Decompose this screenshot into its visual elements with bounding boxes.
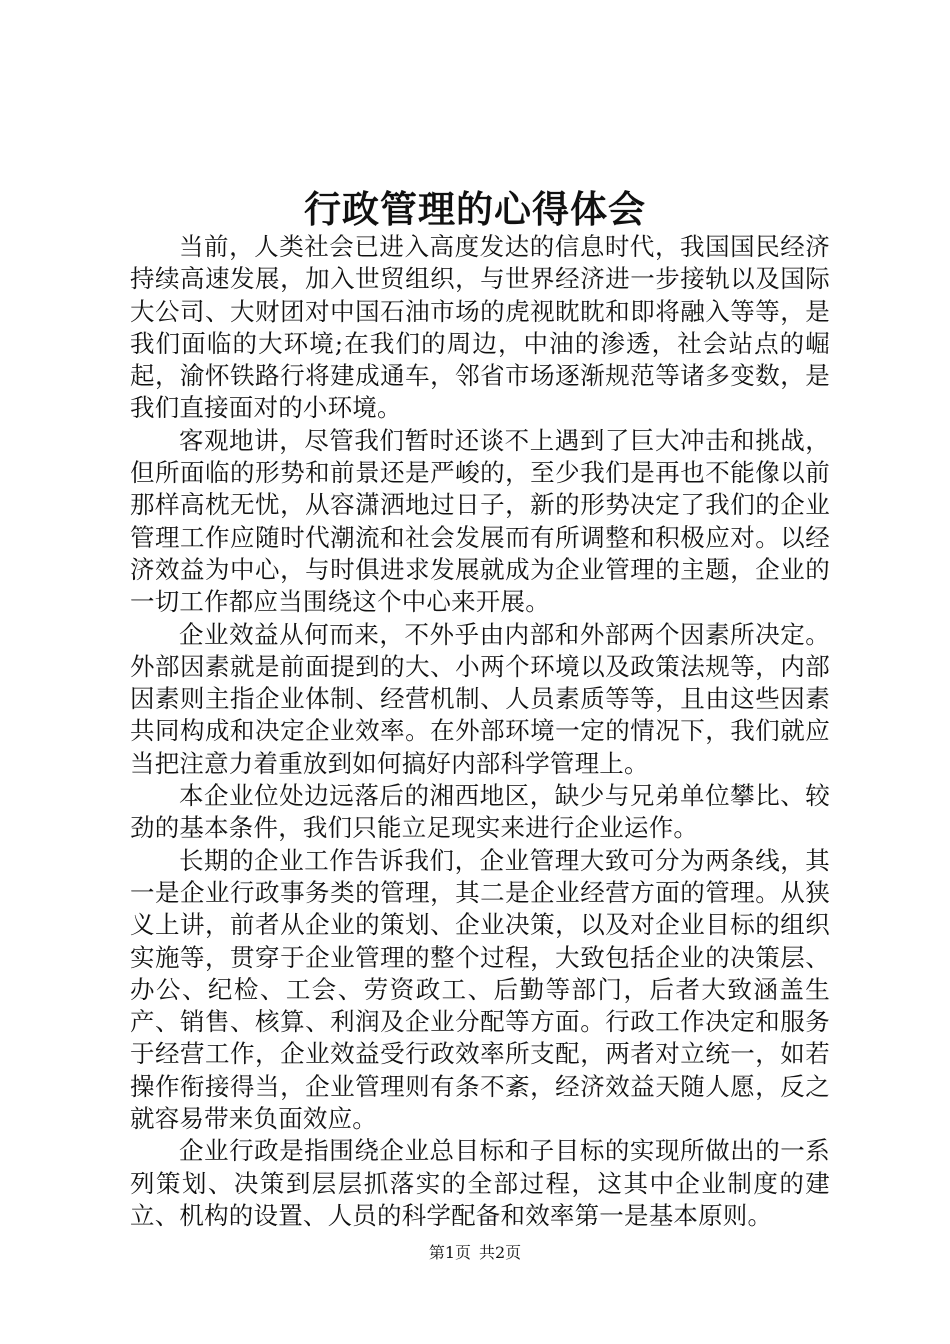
page-total-label: 共2页 [479, 1243, 522, 1262]
paragraph-5: 长期的企业工作告诉我们，企业管理大致可分为两条线，其一是企业行政事务类的管理，其二是企业经营方面的管理。从狭义上讲，前者从企业的策划、企业决策，以及对企业目标的组织实施等，贯穿于企业管理的整个过程，大致包括企业的决策层、办公、纪检、工会、劳资政工、后勤等部门，后者大致涵盖生产、销售、核算、利润及企业分配等方面。行政工作决定和服务于经营工作，企业效益受行政效率所支配，两者对立统一，如若操作衔接得当，企业管理则有条不紊，经济效益天随人愿，反之就容易带来负面效应。 [130, 845, 830, 1134]
document-title: 行政管理的心得体会 [304, 187, 646, 231]
page-footer [0, 1242, 950, 1264]
paragraph-1: 当前，人类社会已进入高度发达的信息时代，我国国民经济持续高速发展，加入世贸组织，与世界经济进一步接轨以及国际大公司、大财团对中国石油市场的虎视眈眈和即将融入等等，是我们面临的大环境;在我们的周边，中油的渗透，社会站点的崛起，渝怀铁路行将建成通车，邻省市场逐渐规范等诸多变数，是我们直接面对的小环境。 [130, 232, 830, 423]
paragraph-4: 本企业位处边远落后的湘西地区，缺少与兄弟单位攀比、较劲的基本条件，我们只能立足现实来进行企业运作。 [130, 781, 830, 843]
paragraph-3: 企业效益从何而来，不外乎由内部和外部两个因素所决定。外部因素就是前面提到的大、小两个环境以及政策法规等，内部因素则主指企业体制、经营机制、人员素质等等，且由这些因素共同构成和决定企业效率。在外部环境一定的情况下，我们就应当把注意力着重放到如何搞好内部科学管理上。 [130, 619, 830, 778]
paragraph-2: 客观地讲，尽管我们暂时还谈不上遇到了巨大冲击和挑战，但所面临的形势和前景还是严峻的，至少我们是再也不能像以前那样高枕无忧，从容潇洒地过日子，新的形势决定了我们的企业管理工作应随时代潮流和社会发展而有所调整和积极应对。以经济效益为中心，与时俱进求发展就成为企业管理的主题，企业的一切工作都应当围绕这个中心来开展。 [130, 425, 830, 617]
page-number-label: 第1页 [428, 1243, 471, 1262]
paragraph-6: 企业行政是指围绕企业总目标和子目标的实现所做出的一系列策划、决策到层层抓落实的全部过程，这其中企业制度的建立、机构的设置、人员的科学配备和效率第一是基本原则。 [130, 1136, 830, 1230]
document-body [130, 231, 830, 1232]
